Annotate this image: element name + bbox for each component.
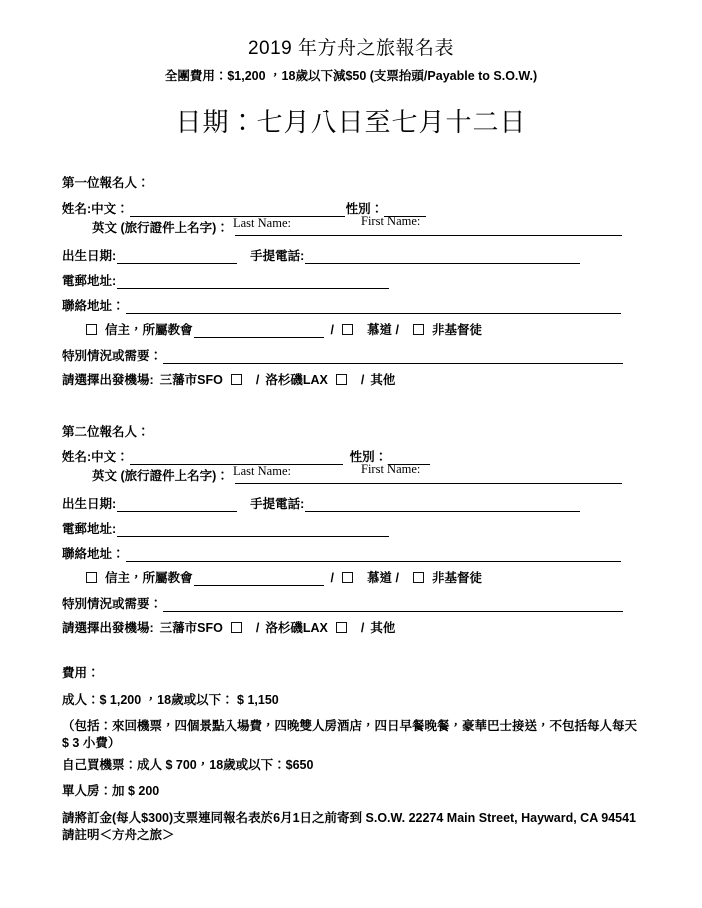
chinese-name-label: 姓名:中文： bbox=[62, 202, 129, 216]
faith-separator-1: / bbox=[330, 323, 334, 337]
registrant-2-airport-row bbox=[62, 620, 395, 636]
registrant-1-birth-phone-row bbox=[62, 248, 581, 264]
airport-separator-2: / bbox=[360, 621, 365, 635]
registrant-1-address-input[interactable] bbox=[126, 301, 621, 314]
other-airport-label: 其他 bbox=[370, 373, 396, 387]
registrant-1-english-name-row bbox=[92, 216, 632, 248]
registrant-1-heading: 第一位報名人： bbox=[62, 176, 150, 190]
birthdate-label: 出生日期: bbox=[62, 497, 117, 511]
cost-adult-line: 成人：$ 1,200 ，18歲或以下： $ 1,150 bbox=[62, 693, 279, 707]
registrant-2-address-row bbox=[62, 546, 622, 562]
cost-heading: 費用： bbox=[62, 666, 100, 680]
english-name-label: 英文 (旅行證件上名字)： bbox=[92, 469, 229, 483]
registrant-1-airport-row bbox=[62, 372, 395, 388]
registrant-2-email-input[interactable] bbox=[117, 524, 389, 537]
last-name-label: Last Name: bbox=[233, 216, 291, 230]
faith-separator-1: / bbox=[330, 571, 334, 585]
registrant-1-sfo-checkbox[interactable] bbox=[231, 374, 242, 385]
registrant-1-last-name-input[interactable] bbox=[235, 235, 380, 236]
registrant-1-church-input[interactable] bbox=[194, 325, 324, 338]
cost-single-room-line: 單人房：加 $ 200 bbox=[62, 784, 160, 798]
email-label: 電郵地址: bbox=[62, 274, 117, 288]
page-title: 2019 年方舟之旅報名表 bbox=[247, 38, 455, 59]
special-needs-label: 特別情況或需要： bbox=[62, 597, 163, 611]
registrant-1-email-row bbox=[62, 273, 390, 289]
registrant-2-special-needs-row bbox=[62, 596, 624, 612]
registrant-2-heading: 第二位報名人： bbox=[62, 425, 150, 439]
registrant-1-believer-checkbox[interactable] bbox=[86, 324, 97, 335]
registrant-1-faith-row bbox=[84, 322, 482, 338]
first-name-label: First Name: bbox=[361, 462, 421, 476]
trip-dateline: 日期：七月八日至七月十二日 bbox=[175, 108, 527, 137]
non-christian-label: 非基督徒 bbox=[431, 571, 482, 585]
deposit-instruction-line: 請將訂金(每人$300)支票連同報名表於6月1日之前寄到 S.O.W. 22274 Main Street, Hayward, CA 94541 bbox=[62, 811, 636, 825]
registrant-2-birthdate-input[interactable] bbox=[117, 499, 237, 512]
first-name-label: First Name: bbox=[361, 214, 421, 228]
lax-label: 洛杉磯LAX bbox=[265, 373, 328, 387]
registrant-1-first-name-input[interactable] bbox=[380, 235, 622, 236]
registrant-1-lax-checkbox[interactable] bbox=[336, 374, 347, 385]
registrant-2-email-row bbox=[62, 521, 390, 537]
registrant-2-church-input[interactable] bbox=[194, 573, 324, 586]
mobile-label: 手提電話: bbox=[250, 249, 305, 263]
cost-includes-line: （包括：來回機票，四個景點入場費，四晚雙人房酒店，四日早餐晚餐，豪華巴士接送，不包括每人每天 $ 3 小費） bbox=[62, 719, 638, 750]
address-label: 聯絡地址： bbox=[62, 299, 125, 313]
lax-label: 洛杉磯LAX bbox=[265, 621, 328, 635]
departure-airport-label: 請選擇出發機場: bbox=[62, 621, 154, 635]
special-needs-label: 特別情況或需要： bbox=[62, 349, 163, 363]
airport-separator-2: / bbox=[360, 373, 365, 387]
registrant-2-seeker-checkbox[interactable] bbox=[342, 572, 353, 583]
registrant-2-english-name-row bbox=[92, 464, 632, 496]
registrant-1-address-row bbox=[62, 298, 622, 314]
registrant-1-mobile-input[interactable] bbox=[305, 251, 580, 264]
registrant-1-special-needs-row bbox=[62, 348, 624, 364]
registrant-1-special-needs-input[interactable] bbox=[163, 351, 623, 364]
registrant-2-believer-checkbox[interactable] bbox=[86, 572, 97, 583]
registrant-1-email-input[interactable] bbox=[117, 276, 389, 289]
believer-label: 信主，所屬教會 bbox=[105, 323, 193, 337]
registrant-2-lax-checkbox[interactable] bbox=[336, 622, 347, 633]
believer-label: 信主，所屬教會 bbox=[105, 571, 193, 585]
registrant-2-birth-phone-row bbox=[62, 496, 581, 512]
departure-airport-label: 請選擇出發機場: bbox=[62, 373, 154, 387]
price-subtitle: 全團費用：$1,200 ，18歲以下減$50 (支票抬頭/Payable to S.O.W.) bbox=[164, 69, 538, 83]
mobile-label: 手提電話: bbox=[250, 497, 305, 511]
gender-label: 性別： bbox=[349, 450, 388, 464]
airport-separator-1: / bbox=[255, 621, 260, 635]
seeker-label: 慕道 / bbox=[367, 323, 399, 337]
registrant-2-sfo-checkbox[interactable] bbox=[231, 622, 242, 633]
registrant-2-mobile-input[interactable] bbox=[305, 499, 580, 512]
registrant-2-faith-row bbox=[84, 570, 482, 586]
email-label: 電郵地址: bbox=[62, 522, 117, 536]
memo-note-line: 請註明＜方舟之旅＞ bbox=[62, 828, 175, 842]
sfo-label: 三藩市SFO bbox=[159, 373, 223, 387]
chinese-name-label: 姓名:中文： bbox=[62, 450, 129, 464]
airport-separator-1: / bbox=[255, 373, 260, 387]
sfo-label: 三藩市SFO bbox=[159, 621, 223, 635]
registrant-2-non-christian-checkbox[interactable] bbox=[413, 572, 424, 583]
non-christian-label: 非基督徒 bbox=[431, 323, 482, 337]
gender-label: 性別： bbox=[345, 202, 384, 216]
registrant-2-special-needs-input[interactable] bbox=[163, 599, 623, 612]
english-name-label: 英文 (旅行證件上名字)： bbox=[92, 221, 229, 235]
seeker-label: 慕道 / bbox=[367, 571, 399, 585]
registrant-2-last-name-input[interactable] bbox=[235, 483, 380, 484]
registrant-2-first-name-input[interactable] bbox=[380, 483, 622, 484]
other-airport-label: 其他 bbox=[370, 621, 396, 635]
registrant-1-non-christian-checkbox[interactable] bbox=[413, 324, 424, 335]
registrant-2-address-input[interactable] bbox=[126, 549, 621, 562]
address-label: 聯絡地址： bbox=[62, 547, 125, 561]
last-name-label: Last Name: bbox=[233, 464, 291, 478]
registrant-1-seeker-checkbox[interactable] bbox=[342, 324, 353, 335]
birthdate-label: 出生日期: bbox=[62, 249, 117, 263]
cost-self-ticket-line: 自己買機票：成人 $ 700，18歲或以下：$650 bbox=[62, 758, 314, 772]
registrant-1-birthdate-input[interactable] bbox=[117, 251, 237, 264]
